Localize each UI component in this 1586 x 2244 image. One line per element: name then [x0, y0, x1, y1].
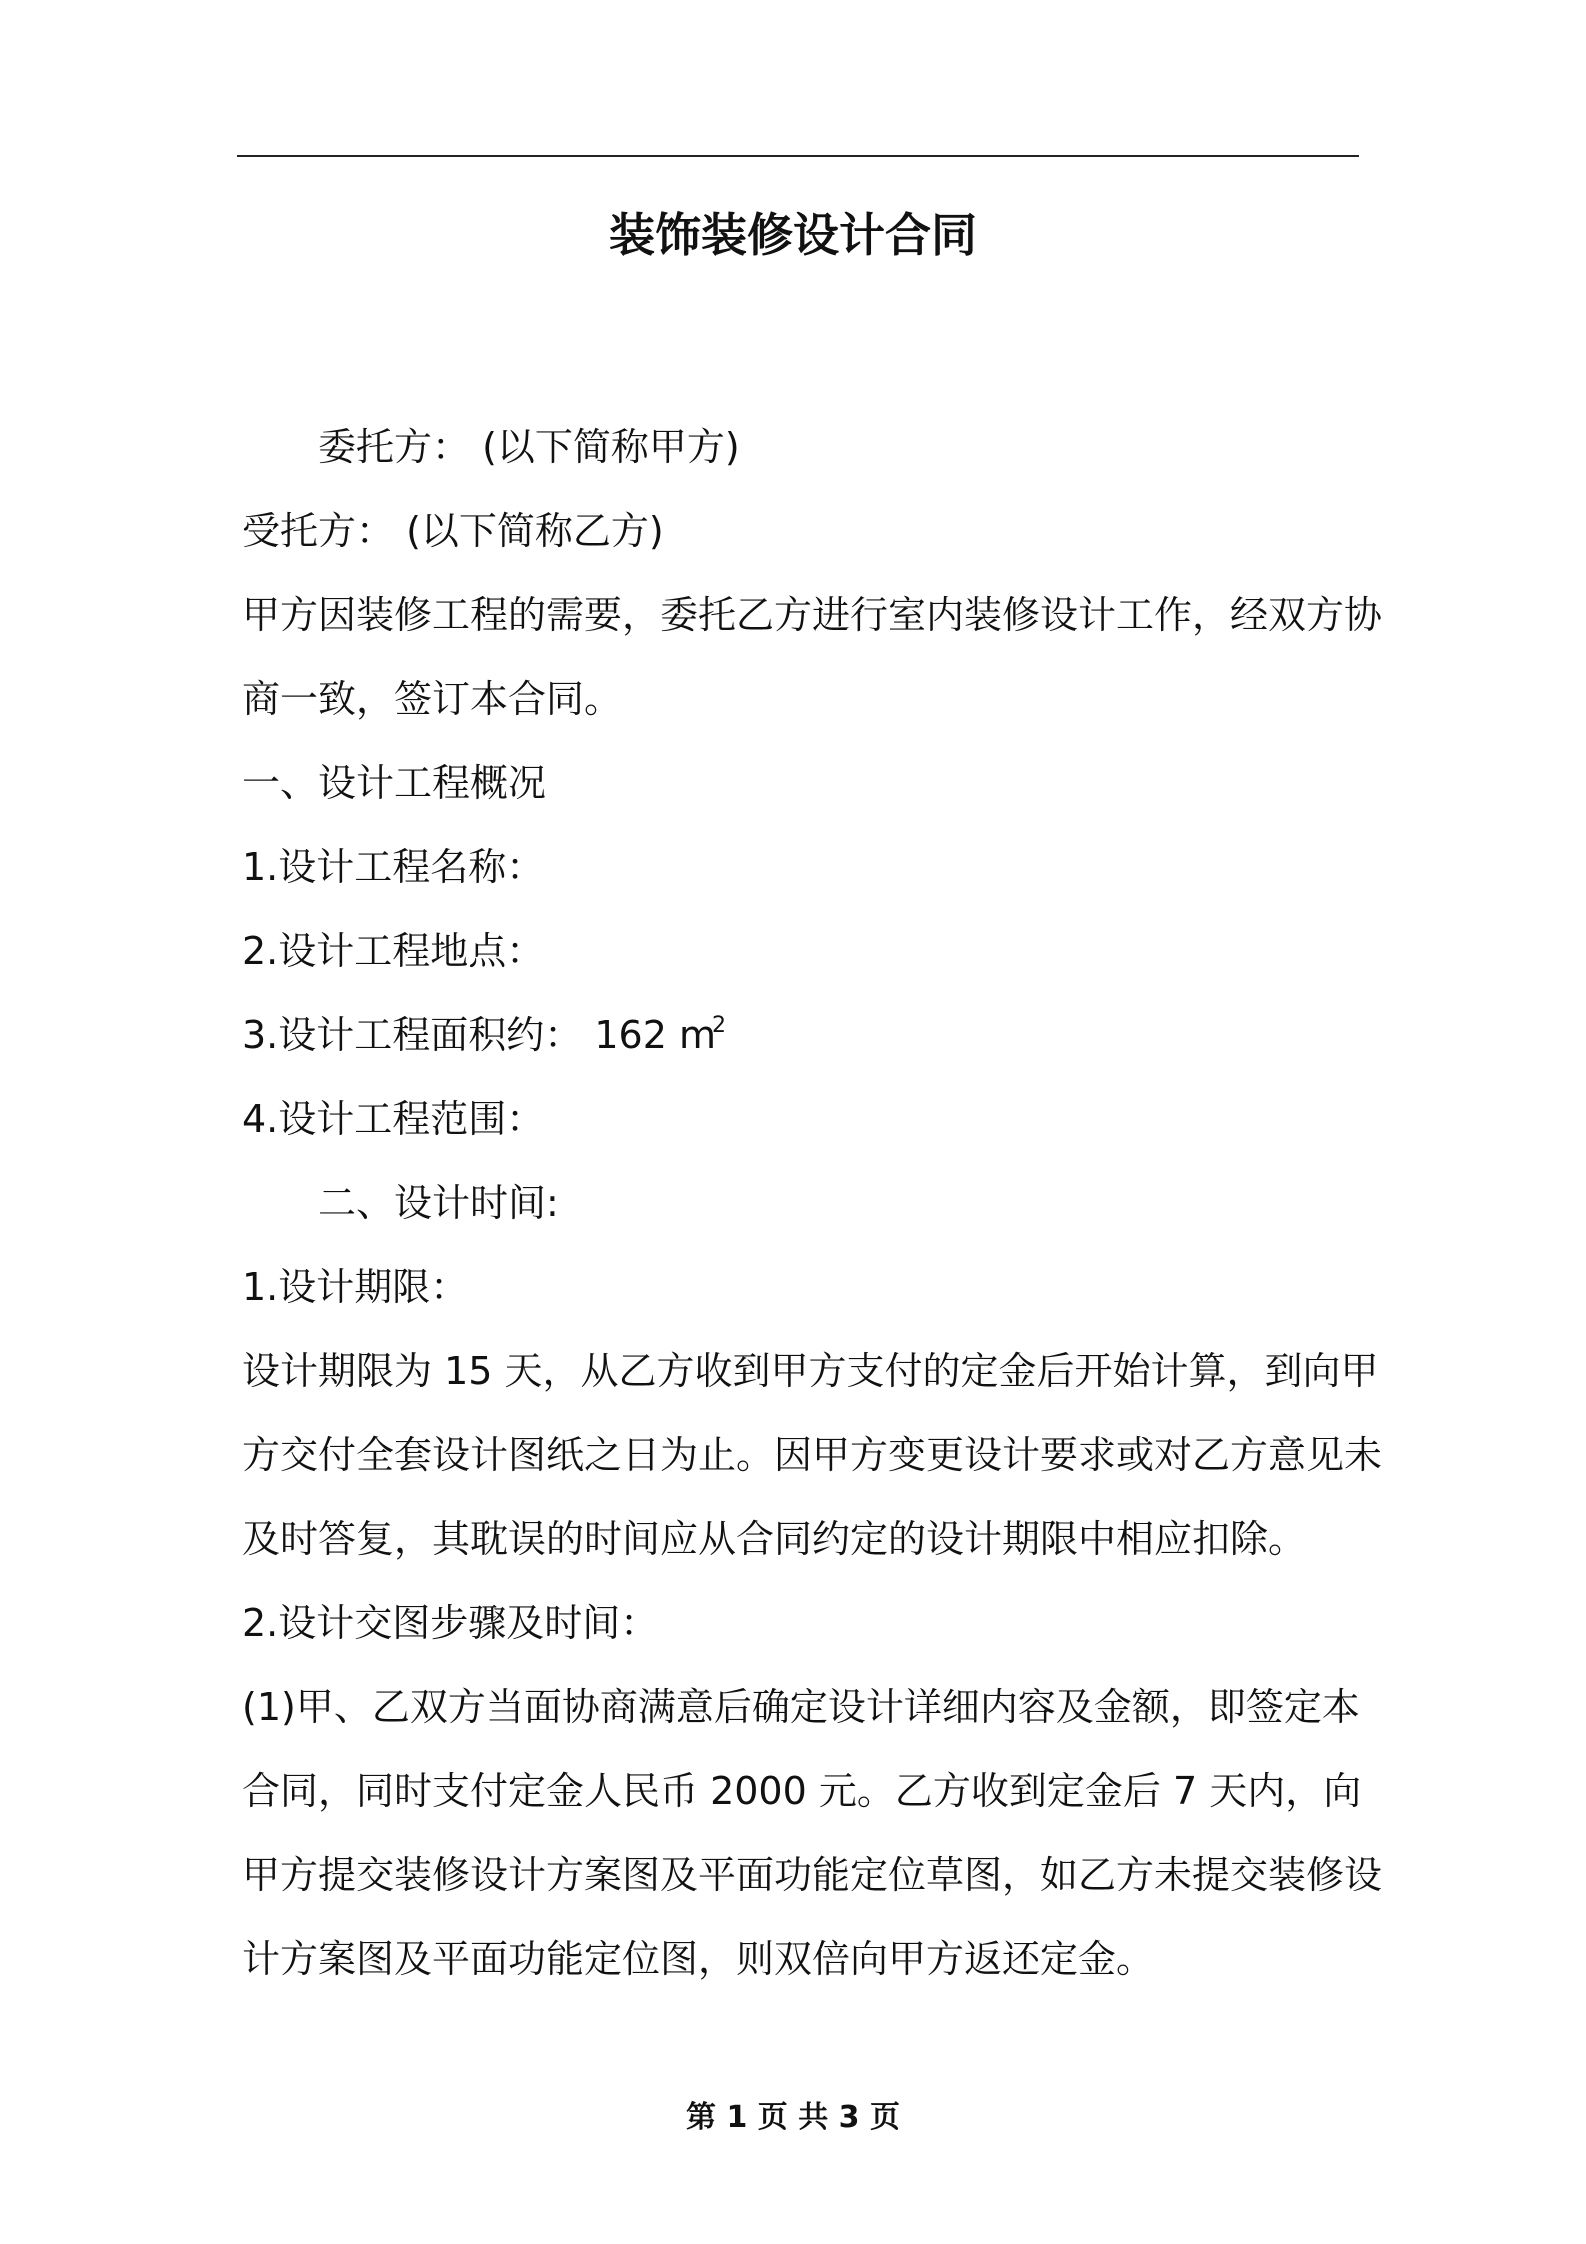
paragraph-line: 委托方： (以下简称甲方): [318, 425, 740, 469]
paragraph-line: 受托方： (以下简称乙方): [242, 509, 664, 553]
paragraph-line: 2.设计工程地点：: [242, 929, 545, 973]
paragraph-line: 方交付全套设计图纸之日为止。因甲方变更设计要求或对乙方意见未: [242, 1433, 1383, 1477]
paragraph-line: 及时答复，其耽误的时间应从合同约定的设计期限中相应扣除。: [242, 1517, 1307, 1561]
paragraph-line: 4.设计工程范围：: [242, 1097, 545, 1141]
paragraph-line: 1.设计期限：: [242, 1265, 469, 1309]
paragraph-line: 甲方提交装修设计方案图及平面功能定位草图，如乙方未提交装修设: [242, 1853, 1383, 1897]
area-superscript: 2: [711, 1013, 726, 1038]
paragraph-line: 2.设计交图步骤及时间：: [242, 1601, 659, 1645]
paragraph-line: 甲方因装修工程的需要，委托乙方进行室内装修设计工作，经双方协: [242, 593, 1383, 637]
document-body: [242, 405, 1383, 2001]
section-heading: 二、设计时间:: [318, 1181, 559, 1225]
paragraph-line: 设计期限为 15 天，从乙方收到甲方支付的定金后开始计算，到向甲: [242, 1349, 1379, 1393]
header-rule: [237, 155, 1359, 157]
paragraph-line: 商一致，签订本合同。: [242, 677, 623, 721]
area-line: [242, 993, 1362, 1077]
document-title: 装饰装修设计合同: [609, 208, 977, 262]
section-heading: 一、设计工程概况: [242, 761, 547, 805]
paragraph-line: 1.设计工程名称：: [242, 845, 545, 889]
paragraph-line: (1)甲、乙双方当面协商满意后确定设计详细内容及金额，即签定本: [242, 1685, 1360, 1729]
paragraph-line: 合同，同时支付定金人民币 2000 元。乙方收到定金后 7 天内，向: [242, 1769, 1362, 1813]
paragraph-line: 计方案图及平面功能定位图，则双倍向甲方返还定金。: [242, 1937, 1155, 1981]
page-footer: 第 1 页 共 3 页: [686, 2100, 900, 2135]
area-text: 3.设计工程面积约： 162 m: [242, 1013, 716, 1057]
